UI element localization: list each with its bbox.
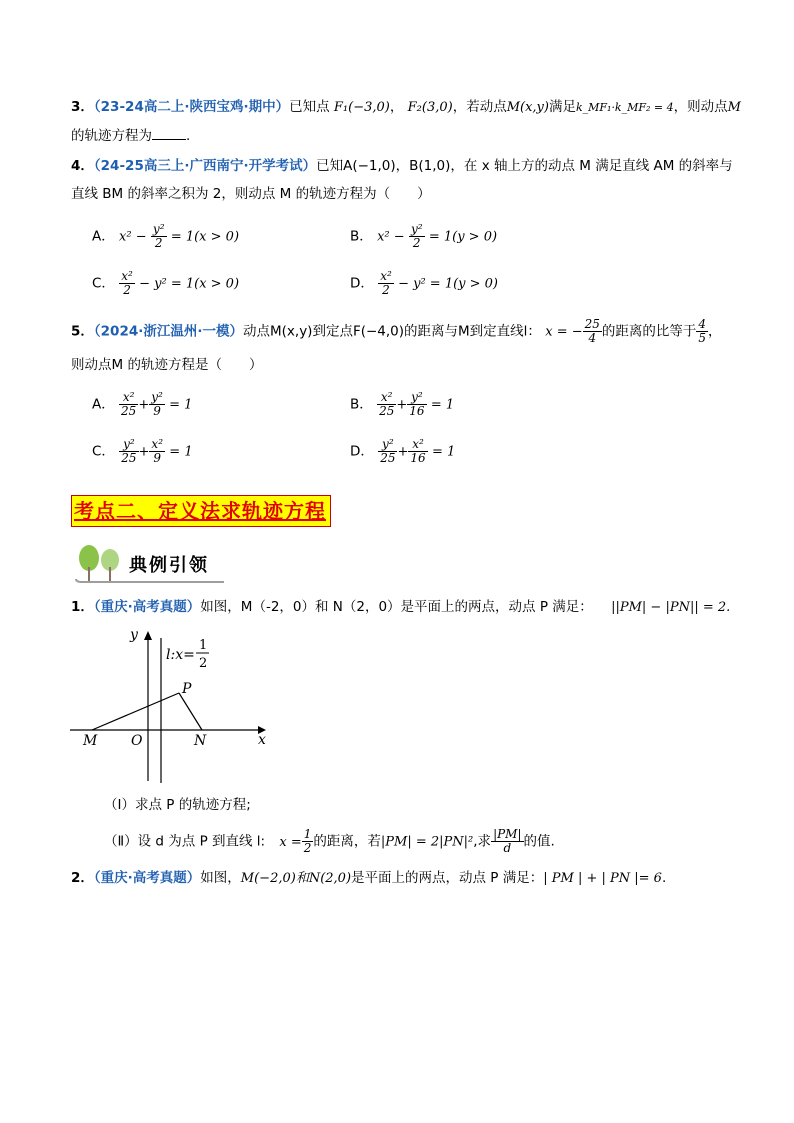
q5-source: （2024·浙江温州·一模）: [93, 323, 243, 340]
q5-line2: 则动点M 的轨迹方程是（ ）: [71, 357, 263, 373]
y-axis-arrow: [144, 631, 152, 640]
label-x: x: [258, 732, 266, 748]
q4-option-c[interactable]: C． $\frac{\text{x²}}{2}$ − y² = 1(x > 0): [92, 269, 240, 297]
segment-pm: [92, 693, 179, 730]
e1-part2: （Ⅱ）设 d 为点 P 到直线 l: x = $\frac{1}{2}$ 的距离，若|PM| = 2|PN|²,求 $\frac{|PM|}{d}$ 的值.: [104, 827, 555, 855]
tree-icon: [72, 543, 132, 583]
q5-option-d[interactable]: D． $\frac{\text{y²}}{25}$ + $\frac{\text{x²}}{16}$ = 1: [350, 437, 456, 465]
e2-line1: 2．（重庆·高考真题）如图，M(−2,0)和N(2,0)是平面上的两点，动点 P 满足：| PM | + | PN |= 6.: [71, 870, 667, 886]
label-frac-den: 2: [199, 656, 208, 671]
e1-part1: （Ⅰ）求点 P 的轨迹方程;: [104, 797, 251, 813]
label-n: N: [194, 733, 207, 749]
q3-source: （23-24高二上·陕西宝鸡·期中）: [93, 99, 290, 115]
label-p: P: [182, 681, 192, 697]
label-m: M: [83, 733, 98, 749]
banner-label: 典例引领: [129, 555, 209, 576]
e1-source: （重庆·高考真题）: [93, 599, 201, 615]
q5-line1: 5．（2024·浙江温州·一模）动点M(x,y)到定点F(−4,0)的距离与M到定直线l： x = − $\frac{25}{4}$ 的距离的比等于 $\frac{4}{5}$ ，: [71, 317, 722, 345]
q3-line1: 3．（23-24高二上·陕西宝鸡·期中）已知点 F₁(−3,0)， F₂(3,0)，若动点M(x,y)满足k_MF₁·k_MF₂ = 4，则动点M: [71, 99, 741, 115]
q4-option-d[interactable]: D． $\frac{\text{x²}}{2}$ − y² = 1(y > 0): [350, 269, 499, 297]
q4-option-a[interactable]: A． x² − $\frac{\text{y²}}{2}$ = 1(x > 0): [92, 222, 240, 250]
q5-option-b[interactable]: B． $\frac{\text{x²}}{25}$ + $\frac{\text{y²}}{16}$ = 1: [350, 390, 455, 418]
figure-diagram: [68, 623, 278, 788]
q3-line2: 的轨迹方程为 .: [71, 125, 190, 146]
label-o: O: [131, 733, 143, 749]
q4-line1: 4．（24-25高三上·广西南宁·开学考试）已知A(−1,0)，B(1,0)，在 x 轴上方的动点 M 满足直线 AM 的斜率与: [71, 158, 733, 174]
e2-source: （重庆·高考真题）: [93, 870, 201, 886]
label-y: y: [130, 627, 138, 643]
label-line-l: l:x=: [166, 647, 195, 663]
q5-option-c[interactable]: C． $\frac{\text{y²}}{25}$ + $\frac{\text{x²}}{9}$ = 1: [92, 437, 193, 465]
example-banner: [72, 543, 224, 583]
answer-blank: [152, 125, 186, 140]
q5-option-a[interactable]: A． $\frac{\text{x²}}{25}$ + $\frac{\text{y²}}{9}$ = 1: [92, 390, 193, 418]
label-frac-num: 1: [199, 638, 208, 653]
segment-pn: [179, 693, 202, 730]
section-title: 考点二、定义法求轨迹方程: [71, 495, 331, 527]
e1-line1: 1．（重庆·高考真题）如图，M（-2，0）和 N（2，0）是平面上的两点，动点 P 满足： ||PM| − |PN|| = 2.: [71, 599, 731, 615]
q4-option-b[interactable]: B． x² − $\frac{\text{y²}}{2}$ = 1(y > 0): [350, 222, 498, 250]
q4-line2: 直线 BM 的斜率之积为 2，则动点 M 的轨迹方程为（ ）: [71, 186, 431, 202]
q4-source: （24-25高三上·广西南宁·开学考试）: [93, 158, 317, 174]
